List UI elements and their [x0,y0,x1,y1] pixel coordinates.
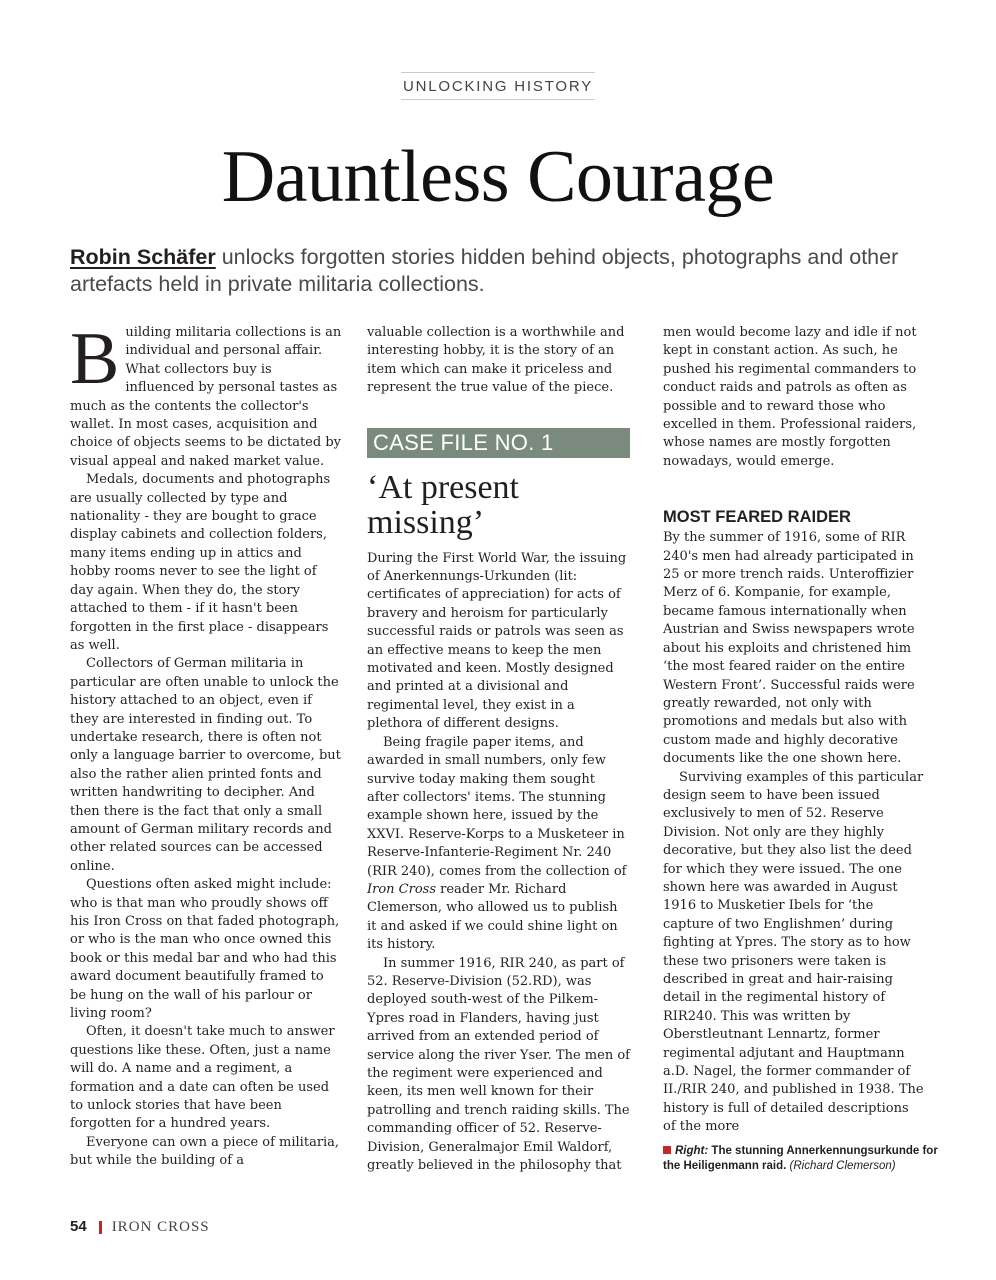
author-name: Robin Schäfer [70,245,216,269]
body-paragraph: Medals, documents and photographs are usually collected by type and nationality - they are bought to grace display cabinets and collection folders, many items ending up in attics and hobby rooms never to see the light of day again. When they do, the story attached to them - if it hasn't been forgotten in the first place - disappears as well. [70,472,331,653]
body-paragraph: In summer 1916, RIR 240, as part of 52. Reserve-Division (52.RD), was deployed south-west of the Pilkem-Ypres road in Flanders, having just arrived from an extended period of service along the river Yser. The men of the regiment were experienced and keen, its men well known for their patrolling and trench raiding skills. The commanding officer of 52. Reserve-Division, Generalmajor Emil Waldorf, greatly believed in the philosophy that [367,955,630,1174]
body-text: reader Mr. Richard Clemerson, who allowed us to publish it and asked if we could shine light on its history. [367,881,618,953]
body-paragraph: Everyone can own a piece of militaria, but while the building of a [70,1134,340,1169]
image-caption [663,1144,953,1174]
opening-text: uilding militaria collections is an individual and personal affair. What collectors buy is influenced by personal tastes as much as the contents the collector's wallet. In most cases, acquisition and choice of objects seems to be dictated by visual appeal and naked market value. [70,325,342,469]
body-paragraph: By the summer of 1916, some of RIR 240's men had already participated in 25 or more trench raids. Unteroffizier Merz of 6. Kompanie, for example, became famous internationally when Austrian and Swiss newspapers wrote about his exploits and christened him ‘the most feared raider on the entire Western Front’. Successful raids were greatly rewarded, not only with promotions and medals but also with custom made and highly decorative documents like the one shown here. [663,530,915,767]
column-1 [70,318,342,1171]
case-file-banner: CASE FILE NO. 1 [367,428,630,458]
caption-credit: (Richard Clemerson) [789,1160,896,1172]
footer-divider [99,1221,102,1234]
magazine-name-italic: Iron Cross [367,881,437,897]
caption-marker-icon [663,1146,671,1154]
section-kicker: UNLOCKING HISTORY [401,72,595,100]
page-footer [70,1217,210,1237]
body-paragraph [367,734,630,955]
body-paragraph: men would become lazy and idle if not kept in constant action. As such, he pushed his regimental commanders to conduct raids and patrols as often as possible and to reward those who excelled in them. Professional raiders, whose names are mostly forgotten nowadays, would emerge. [663,325,917,469]
drop-cap: B [70,318,120,400]
body-text: Being fragile paper items, and awarded in small numbers, only few survive today making them sought after collectors' items. The stunning example shown here, issued by the XXVI. Reserve-Korps to a Musketeer in Reserve-Infanterie-Regiment Nr. 240 (RIR 240), comes from the collection of [367,734,627,879]
kicker-wrap [0,72,996,100]
column-3 [663,324,925,1137]
case-file-title: ‘At present missing’ [367,468,520,541]
standfirst [70,244,930,298]
standfirst-text: unlocks forgotten stories hidden behind objects, photographs and other artefacts held in private militaria collections. [70,245,899,296]
body-paragraph: During the First World War, the issuing of Anerkennungs-Urkunden (lit: certificates of appreciation) for acts of bravery and heroism for particularly successful raids or patrols was seen as an effective means to keep the men motivated and keen. Mostly designed and printed at a divisional and regimental level, they exist in a plethora of different designs. [367,550,627,732]
column-2 [367,324,630,1175]
body-paragraph: Questions often asked might include: who is that man who proudly shows off his Iron Cross on that faded photograph, or who is the man who once owned this book or this medal bar and who had this award document beautifully framed to be hung on the wall of his parlour or living room? [70,877,340,1022]
opening-paragraph [70,318,342,471]
caption-text: The stunning Annerkennungsurkunde for the Heiligenmann raid. [663,1145,938,1172]
body-paragraph: valuable collection is a worthwhile and interesting hobby, it is the story of an item which can make it priceless and represent the true value of the piece. [367,325,625,396]
body-paragraph: Surviving examples of this particular design seem to have been issued exclusively to men of 52. Reserve Division. Not only are they highly decorative, but they also list the deed for which they were issued. The one shown here was awarded in August 1916 to Musketier Ibels for ‘the capture of two Englishmen’ during fighting at Ypres. The story as to how these two prisoners were taken is described in great and hair-raising detail in the regimental history of RIR240. This was written by Oberstleutnant Lennartz, former regimental adjutant and Hauptmann a.D. Nagel, the former commander of II./RIR 240, and published in 1938. The history is full of detailed descriptions of the more [663,769,924,1135]
section-heading: MOST FEARED RAIDER [663,508,851,527]
page-number: 54 [70,1218,87,1235]
magazine-name: IRON CROSS [111,1219,210,1235]
body-paragraph: Often, it doesn't take much to answer questions like these. Often, just a name will do. A name and a regiment, a formation and a date can often be used to unlock stories that have been forgotten for a hundred years. [70,1024,335,1132]
caption-label: Right: [675,1145,709,1157]
body-paragraph: Collectors of German militaria in particular are often unable to unlock the history attached to an object, even if they are interested in finding out. To undertake research, there is often not only a language barrier to overcome, but also the rather alien printed fonts and written handwriting to decipher. And then there is the fact that only a small amount of German military records and other related sources can be accessed online. [70,656,341,874]
article-title: Dauntless Courage [221,136,775,218]
